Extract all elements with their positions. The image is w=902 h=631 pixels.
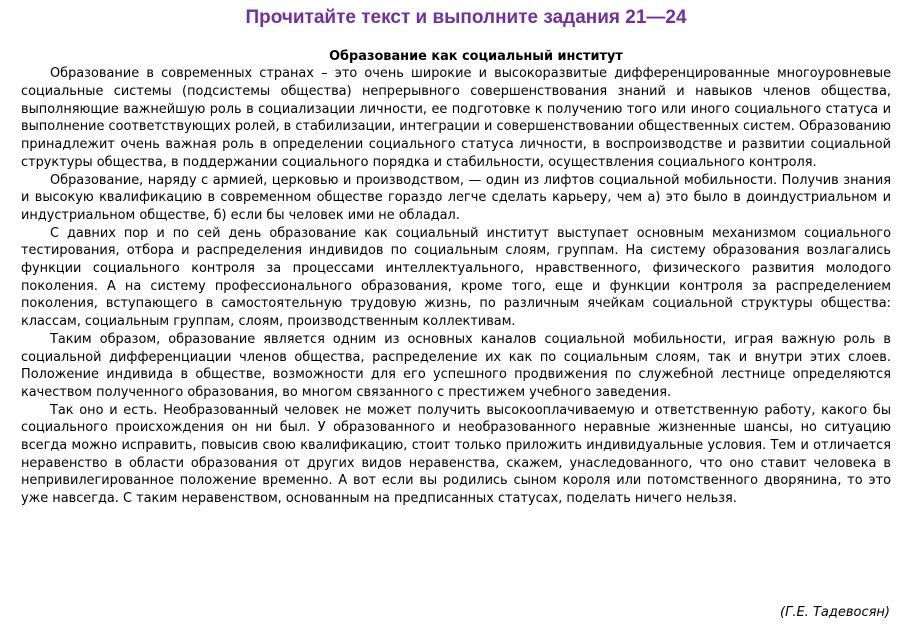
article-title: Образование как социальный институт bbox=[329, 49, 623, 64]
task-heading: Прочитайте текст и выполните задания 21—24 bbox=[245, 7, 687, 28]
paragraph-2: Образование, наряду с армией, церковью и производством, — один из лифтов социальной мобильности. Получив знания и высокую квалификацию в современном обществе гораздо легче сделать карьеру, чем а) это было в доиндустриальном и индустриальном обществе, б) если бы человек ими не обладал. bbox=[21, 172, 891, 223]
paragraph-4: Таким образом, образование является одним из основных каналов социальной мобильности, играя важную роль в социальной дифференциации членов общества, распределение их как по социальным слоям, так и внутри этих слоев. Положение индивида в обществе, возможности для его успешного продвижения по служебной лестнице определяются качеством полученного образования, во многом связанного с престижем учебного заведения. bbox=[21, 331, 891, 400]
paragraph-3: С давних пор и по сей день образование как социальный институт выступает основным механизмом социального тестирования, отбора и распределения индивидов по социальным слоям, группам. На систему образования возлагались функции социального контроля за процессами интеллектуального, нравственного, физического развития молодого поколения. А на систему профессионального образования, кроме того, еще и функции контроля за распределением поколения, вступающего в самостоятельную трудовую жизнь, по различным ячейкам социальной структуры общества: классам, социальным группам, слоям, производственным коллективам. bbox=[21, 225, 891, 330]
paragraph-1: Образование в современных странах – это очень широкие и высокоразвитые дифференцированные многоуровневые социальные системы (подсистемы общества) непрерывного совершенствования знаний и навыков членов общества, выполняющие важнейшую роль в социализации личности, ее подготовке к получению того или иного социального статуса и выполнение соответствующих ролей, в стабилизации, интеграции и совершенствовании общественных систем. Образованию принадлежит очень важная роль в определении социального статуса личности, в воспроизводстве и развитии социальной структуры общества, в поддержании социального порядка и стабильности, осуществления социального контроля. bbox=[21, 66, 891, 170]
article-author: (Г.Е. Тадевосян) bbox=[780, 605, 890, 620]
paragraph-5: Так оно и есть. Необразованный человек не может получить высокооплачиваемую и ответственную работу, какого бы социального происхождения он ни был. У образованного и необразованного неравные жизненные шансы, но ситуацию всегда можно исправить, повысив свою квалификацию, стоит только приложить индивидуальные условия. Тем и отличается неравенство в области образования от других видов неравенства, скажем, унаследованного, что оно ставит человека в непривилегированное положение временно. А вот если вы родились сыном короля или потомственного дворянина, то это уже навсегда. С таким неравенством, основанным на предписанных статусах, поделать ничего нельзя. bbox=[21, 402, 891, 507]
